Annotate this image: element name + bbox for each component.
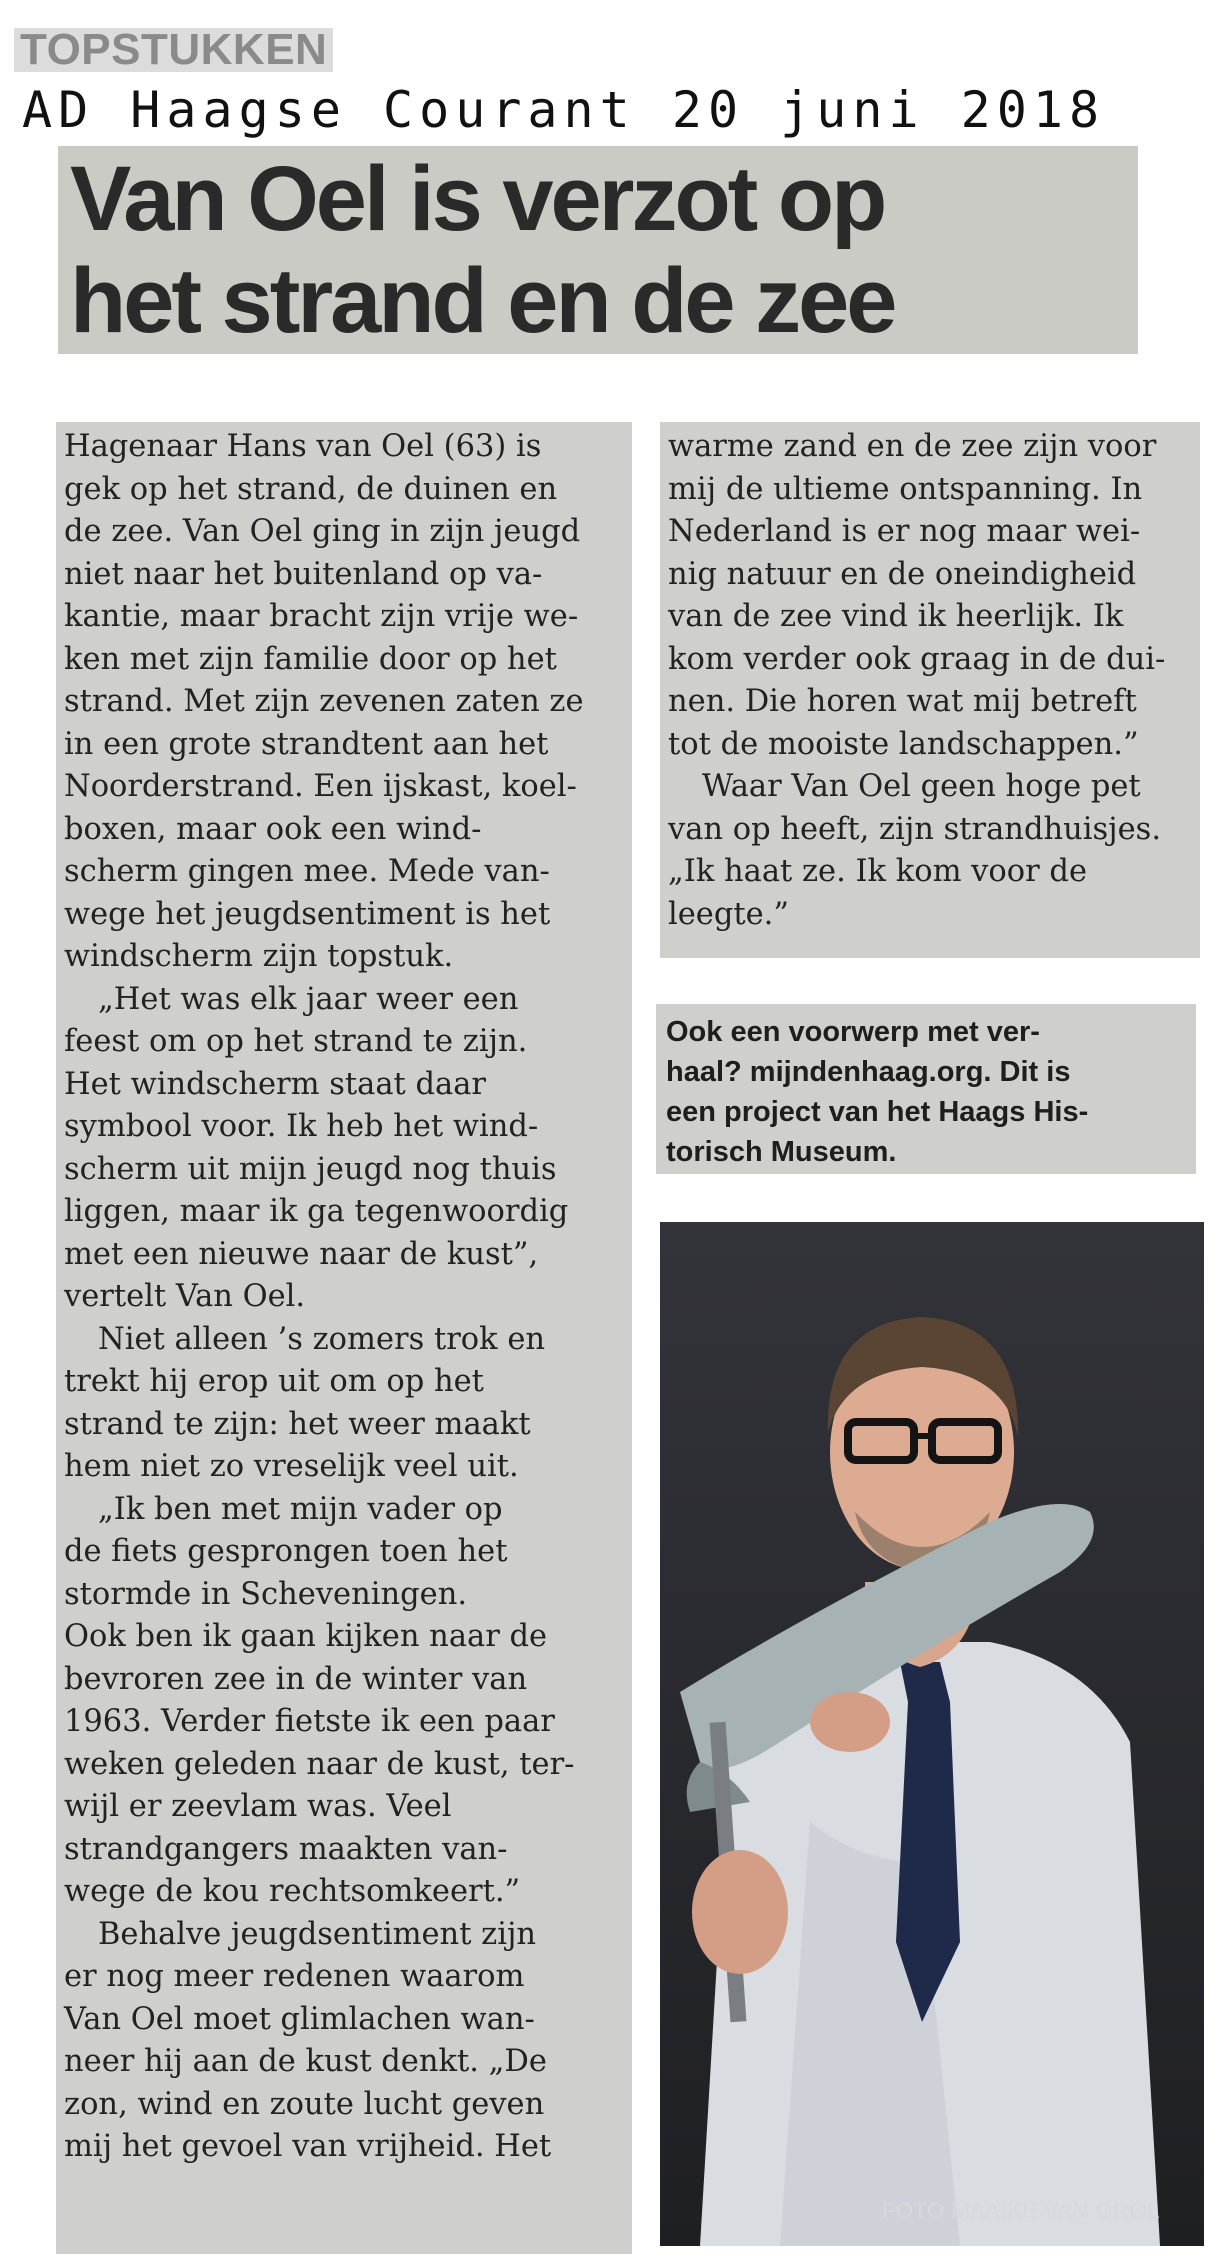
article-line: boxen, maar ook een wind- xyxy=(64,811,482,847)
article-line: Het windscherm staat daar xyxy=(64,1066,486,1102)
photo-credit: FOTO MAAIKE VAN GROL xyxy=(881,2198,1160,2223)
article-line: warme zand en de zee zijn voor xyxy=(668,429,1157,464)
article-line: ken met zijn familie door op het xyxy=(64,641,557,677)
article-line: „Ik ben met mijn vader op xyxy=(98,1491,503,1527)
article-paragraph xyxy=(64,1914,624,2169)
article-line: strand te zijn: het weer maakt xyxy=(64,1406,531,1442)
article-line: „Ik haat ze. Ik kom voor de xyxy=(668,854,1087,889)
article-paragraph xyxy=(668,766,1192,936)
article-paragraph xyxy=(64,1319,624,1489)
article-column-right xyxy=(660,422,1200,958)
article-paragraph xyxy=(64,426,624,979)
article-line: weken geleden naar de kust, ter- xyxy=(64,1746,575,1782)
promo-line: torisch Museum. xyxy=(666,1136,897,1168)
article-line: wege het jeugdsentiment is het xyxy=(64,896,551,932)
article-line: hem niet zo vreselijk veel uit. xyxy=(64,1449,519,1484)
article-line: liggen, maar ik ga tegenwoordig xyxy=(64,1194,569,1229)
article-line: er nog meer redenen waarom xyxy=(64,1959,525,1994)
article-line: kantie, maar bracht zijn vrije we- xyxy=(64,599,579,634)
article-line: mij de ultieme ontspanning. In xyxy=(668,471,1143,507)
article-line: met een nieuwe naar de kust”, xyxy=(64,1236,539,1272)
article-line: Ook ben ik gaan kijken naar de xyxy=(64,1619,548,1654)
promo-line: haal? mijndenhaag.org. Dit is xyxy=(666,1056,1071,1088)
article-line: wege de kou rechtsomkeert.” xyxy=(64,1874,521,1909)
article-line: in een grote strandtent aan het xyxy=(64,726,549,762)
article-line: vertelt Van Oel. xyxy=(64,1279,306,1314)
promo-line: Ook een voorwerp met ver- xyxy=(666,1016,1040,1048)
article-line: zon, wind en zoute lucht geven xyxy=(64,2086,545,2122)
article-line: windscherm zijn topstuk. xyxy=(64,939,454,974)
article-line: mij het gevoel van vrijheid. Het xyxy=(64,2129,552,2164)
article-paragraph xyxy=(64,1489,624,1914)
headline xyxy=(58,146,1138,354)
article-line: van de zee vind ik heerlijk. Ik xyxy=(668,599,1124,634)
article-line: niet naar het buitenland op va- xyxy=(64,556,543,592)
article-line: 1963. Verder fietste ik een paar xyxy=(64,1704,555,1739)
article-line: strand. Met zijn zevenen zaten ze xyxy=(64,684,584,719)
article-line: trekt hij erop uit om op het xyxy=(64,1364,484,1399)
article-line: scherm gingen mee. Mede van- xyxy=(64,854,550,889)
article-line: Noorderstrand. Een ijskast, koel- xyxy=(64,769,577,804)
portrait-photo xyxy=(660,1222,1204,2246)
article-line: Hagenaar Hans van Oel (63) is xyxy=(64,429,542,464)
article-line: gek op het strand, de duinen en xyxy=(64,471,558,507)
article-line: Waar Van Oel geen hoge pet xyxy=(702,769,1141,804)
headline-line-1: Van Oel is verzot op xyxy=(70,148,885,250)
article-column-left xyxy=(56,422,632,2254)
article-line: strandgangers maakten van- xyxy=(64,1831,508,1867)
article-line: de fiets gesprongen toen het xyxy=(64,1534,508,1569)
headline-line-2: het strand en de zee xyxy=(70,250,895,352)
source-line: AD Haagse Courant 20 juni 2018 xyxy=(22,81,1106,139)
promo-box xyxy=(656,1004,1196,1174)
article-paragraph xyxy=(668,426,1192,766)
article-line: Nederland is er nog maar wei- xyxy=(668,514,1141,549)
article-line: scherm uit mijn jeugd nog thuis xyxy=(64,1151,557,1187)
article-line: stormde in Scheveningen. xyxy=(64,1576,468,1612)
rubric-label: TOPSTUKKEN xyxy=(14,28,333,72)
article-line: Van Oel moet glimlachen wan- xyxy=(64,2001,535,2037)
article-line: Behalve jeugdsentiment zijn xyxy=(98,1916,537,1952)
article-line: neer hij aan de kust denkt. „De xyxy=(64,2044,547,2079)
article-line: de zee. Van Oel ging in zijn jeugd xyxy=(64,514,581,549)
article-line: tot de mooiste landschappen.” xyxy=(668,726,1139,762)
article-line: wijl er zeevlam was. Veel xyxy=(64,1789,452,1824)
article-line: „Het was elk jaar weer een xyxy=(98,981,519,1017)
article-line: nig natuur en de oneindigheid xyxy=(668,556,1137,592)
promo-line: een project van het Haags His- xyxy=(666,1096,1089,1128)
article-paragraph xyxy=(64,979,624,1319)
article-line: bevroren zee in de winter van xyxy=(64,1661,528,1697)
article-line: nen. Die horen wat mij betreft xyxy=(668,684,1137,719)
article-line: Niet alleen ’s zomers trok en xyxy=(98,1321,546,1357)
article-line: van op heeft, zijn strandhuisjes. xyxy=(668,811,1162,847)
article-line: kom verder ook graag in de dui- xyxy=(668,641,1166,677)
article-line: feest om op het strand te zijn. xyxy=(64,1024,528,1059)
article-line: leegte.” xyxy=(668,896,789,932)
article-line: symbool voor. Ik heb het wind- xyxy=(64,1109,539,1144)
portrait-illustration xyxy=(660,1222,1204,2246)
